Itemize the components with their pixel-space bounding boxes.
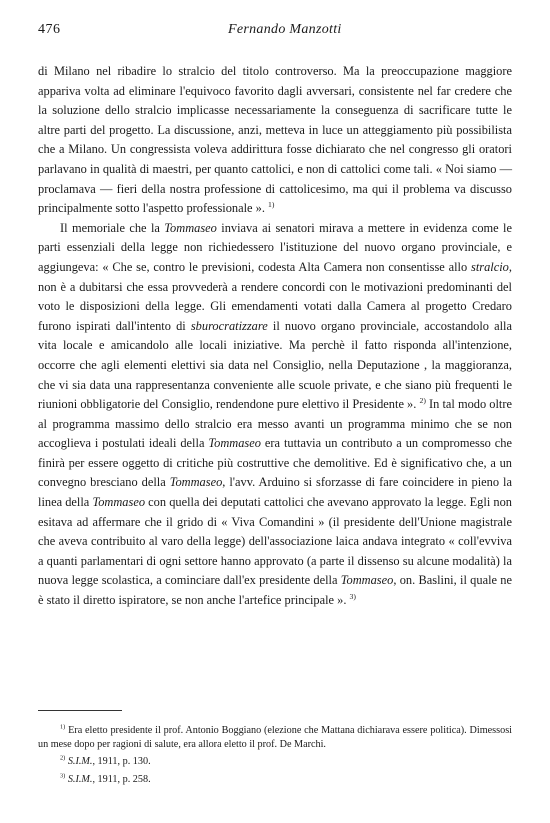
footnote-marker: 1) [60,723,66,731]
paragraph-2 [38,219,512,611]
body-text [38,62,512,611]
paragraph-2-text: , l'avv. Arduino si sforzasse di fare coincidere in pieno la linea della [38,475,512,510]
italic-term: stralcio [471,259,509,274]
italic-term: Tommaseo [164,220,217,235]
paragraph-2-text: Il memoriale che la [60,220,165,235]
paragraph-2-text: , non è a dubitarsi che essa provvederà a rendere concordi con le motivazioni predominanti del voto le disposizioni della legge. Gli emendamenti votati dalla Camera al progetto Credaro furono ispirati dall'intento di [38,259,512,333]
footnote-3 [38,773,512,787]
footnote-divider [38,710,122,711]
paragraph-2-text: inviava ai senatori mirava a mettere in evidenza come le parti essenziali della legge non richiedessero l'istituzione del nuovo organo provinciale, e aggiungeva: « Che se, contro le previsioni, codesta Alta Camera non consentisse allo [38,220,512,274]
footnote-ref-1[interactable]: 1) [268,200,275,210]
journal-abbrev: S.I.M. [67,773,93,785]
footnote-ref-2[interactable]: 2) [419,395,426,405]
paragraph-2-text: era tuttavia un contributo a un compromesso che finirà per essere oggetto di critiche più costruttive che demolitive. Ed è significativo che, a un convegno bresciano della [38,436,512,490]
paragraph-1 [38,62,512,219]
footnote-marker: 3) [60,772,66,780]
italic-term: sburocratizzare [190,318,268,333]
italic-term: Tommaseo [340,573,394,588]
footnotes [38,724,512,790]
footnote-text: , 1911, p. 258. [92,773,151,785]
italic-term: Tommaseo [92,495,146,510]
footnote-2 [38,755,512,769]
paragraph-2-text: con quella dei deputati cattolici che avevano approvato la legge. Egli non esitava ad affermare che il grido di « Viva Comandini » (il presidente dell'Unione magistrale che aveva contribuito al varo della legge) dell'associazione laica andava integrato « coll'evviva a quanti parlamentari di ogni settore hanno approvato (a parte il dissenso su alcune modalità) la nuova legge scolastica, a cominciare dall'ex presidente della [38,495,512,588]
footnote-1 [38,724,512,751]
footnote-marker: 2) [60,754,66,762]
paragraph-2-text: In tal modo oltre al programma massimo dello stralcio era messo avanti un programma minimo che se non accoglieva i postulati ideali della [38,397,512,451]
journal-abbrev: S.I.M. [67,756,93,767]
paragraph-2-text: , on. Baslini, il quale ne è stato il diretto ispiratore, se non anche l'artefice principale ». [38,573,512,608]
footnote-text: Era eletto presidente il prof. Antonio Boggiano (elezione che Mattana dichiarava essere politica). Dimessosi un mese dopo per ragioni di salute, era allora eletto il prof. De Marchi. [38,725,512,750]
italic-term: Tommaseo [169,475,223,490]
running-title: Fernando Manzotti [228,22,342,37]
paragraph-1-text: di Milano nel ribadire lo stralcio del titolo controverso. Ma la preoccupazione maggiore appariva volta ad eliminare l'equivoco favorito dagli avversari, consistente nel far credere che la soluzione dello stralcio implicasse necessariamente la conseguenza di sacrificare tutte le altre parti del progetto. La discussione, anzi, metteva in luce un atteggiamento più possibilista che a Milano. Un congressista voleva addirittura fosse dichiarato che nel congresso gli oratori parlavano in qualità di maestri, per quanto cattolici, e non di cattolici come tali. « Noi siamo — proclamava — fieri della nostra professione di cattolicesimo, ma qui il problema va discusso principalmente sotto l'aspetto professionale ». [38,64,512,216]
footnote-ref-3[interactable]: 3) [349,591,356,601]
italic-term: Tommaseo [208,436,261,451]
page-number: 476 [38,22,61,37]
footnote-text: , 1911, p. 130. [92,756,151,767]
paragraph-2-text: il nuovo organo provinciale, accostandolo alla vita locale e amicandolo alle locali iniziative. Ma perchè il fatto risponda all'intenzione, occorre che agli elementi elettivi sia data nel Consiglio, nella Deputazione , la maggioranza, che vi sia data una rappresentanza conveniente alle scuole private, e che siano più frequenti le riunioni obbligatorie del Consiglio, rendendone pure elettivo il Presidente ». [38,318,512,412]
running-head [38,22,512,42]
